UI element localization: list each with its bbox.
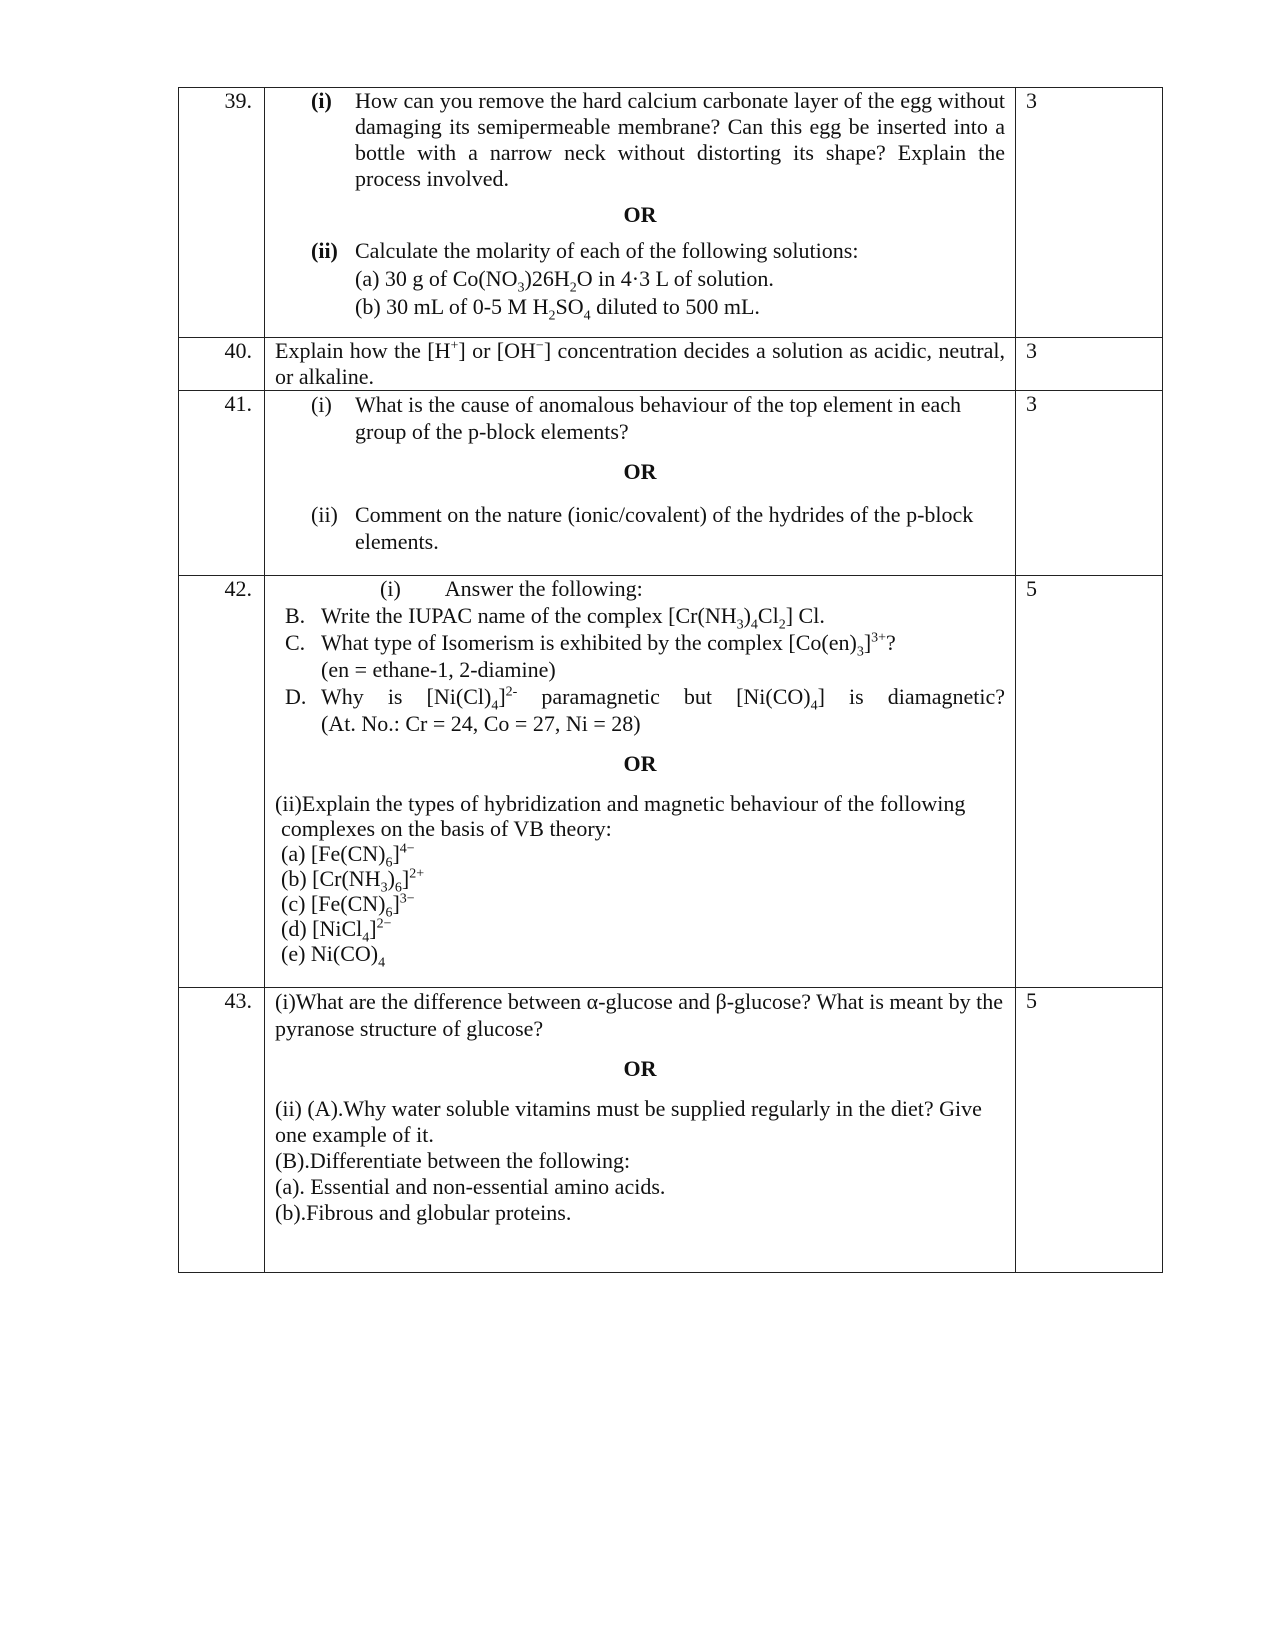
item-label: C. (285, 630, 306, 655)
or-separator: OR (623, 751, 657, 776)
sub-questions (275, 602, 1005, 737)
question-number: 41. (179, 391, 265, 576)
part-ii-b: (B).Differentiate between the following: (275, 1148, 631, 1173)
question-body (265, 391, 1016, 576)
part-label: (i) (311, 88, 332, 113)
part-ii-b-b: (b).Fibrous and globular proteins. (275, 1200, 572, 1225)
part-ii (275, 501, 1005, 555)
complex-b: (b) $[Cr(NH_3)_6]^{2+}$ (281, 866, 425, 896)
part-text: What is the cause of anomalous behaviour of the top element in each group of the p-block elements? (355, 392, 962, 444)
item-text: What type of Isomerism is exhibited by the complex $[Co(en)_3]^{3+}$? (en = ethane-1, 2-diamine) (321, 630, 896, 682)
marks: 5 (1016, 988, 1163, 1273)
subpart-b: (b) 30 mL of 0-5 M $H_2SO_4$ diluted to 500 mL. (355, 294, 760, 324)
subpart-a: (a) 30 g of $Co(NO_3)26H_2O$ in 4·3 L of solution. (355, 266, 774, 296)
list-item (275, 602, 1005, 633)
part-text: How can you remove the hard calcium carbonate layer of the egg without damaging its semipermeable membrane? Can this egg be inserted into a bottle with a narrow neck without distorting its shape? Explain the process involved. (355, 88, 1005, 191)
question-body (265, 988, 1016, 1273)
part-label: (ii) (311, 238, 338, 263)
part-i (275, 88, 1005, 192)
part-i: (i)What are the difference between α-glucose and β-glucose? What is meant by the pyranose structure of glucose? (275, 989, 1004, 1041)
question-row-39 (179, 88, 1163, 338)
item-text: Why is $[Ni(Cl)_4]^{2-}$ paramagnetic but $[Ni(CO)_4]$ is diamagnetic? (At. No.: Cr = 24, Co = 27, Ni = 28) (321, 684, 1006, 736)
question-number: 40. (179, 338, 265, 391)
or-separator: OR (623, 202, 657, 227)
question-table (178, 87, 1163, 1273)
item-text: Write the IUPAC name of the complex $[Cr(NH_3)_4Cl_2]$ Cl. (321, 603, 825, 633)
or-separator: OR (623, 1056, 657, 1081)
list-item (275, 683, 1005, 737)
question-row-41 (179, 391, 1163, 576)
part-ii-intro: Calculate the molarity of each of the following solutions: (355, 238, 859, 263)
marks: 3 (1016, 391, 1163, 576)
part-ii (275, 238, 1005, 324)
marks: 5 (1016, 576, 1163, 988)
question-row-43 (179, 988, 1163, 1273)
part-text: (ii)Explain the types of hybridization and magnetic behaviour of the following complexes on the basis of VB theory: (275, 791, 966, 841)
question-number: 39. (179, 88, 265, 338)
marks: 3 (1016, 338, 1163, 391)
part-text (355, 238, 1005, 324)
complex-d: (d) [NiCl$_4$]$^{2-}$ (281, 916, 392, 946)
or-separator: OR (623, 459, 657, 484)
part-text: Comment on the nature (ionic/covalent) of the hydrides of the p-block elements. (355, 502, 974, 554)
complex-a: (a) $[Fe(CN)_6]^{4-}$ (281, 841, 415, 871)
complex-c: (c) $[Fe(CN)_6]^{3-}$ (281, 891, 415, 921)
part-label: (ii) (311, 502, 338, 527)
question-body: Explain how the [H+] or [OH−] concentration decides a solution as acidic, neutral, or alkaline. (265, 338, 1016, 391)
question-body (265, 88, 1016, 338)
question-number: 42. (179, 576, 265, 988)
item-label: B. (285, 603, 306, 628)
part-label: (i) (380, 576, 401, 601)
complex-e: (e) $Ni(CO)_4$ (281, 941, 386, 971)
part-ii-a: (ii) (A).Why water soluble vitamins must be supplied regularly in the diet? Give one example of it. (275, 1096, 982, 1147)
item-label: D. (285, 684, 307, 709)
part-i-heading (275, 576, 1005, 602)
question-row-40 (179, 338, 1163, 391)
marks: 3 (1016, 88, 1163, 338)
part-i (275, 391, 1005, 445)
question-number: 43. (179, 988, 265, 1273)
part-ii (275, 1096, 1005, 1226)
question-body (265, 576, 1016, 988)
list-item (275, 629, 1005, 683)
part-text: Answer the following: (444, 576, 643, 601)
part-label: (i) (311, 392, 332, 417)
part-ii (275, 791, 1005, 971)
part-ii-b-a: (a). Essential and non-essential amino acids. (275, 1174, 666, 1199)
question-row-42 (179, 576, 1163, 988)
